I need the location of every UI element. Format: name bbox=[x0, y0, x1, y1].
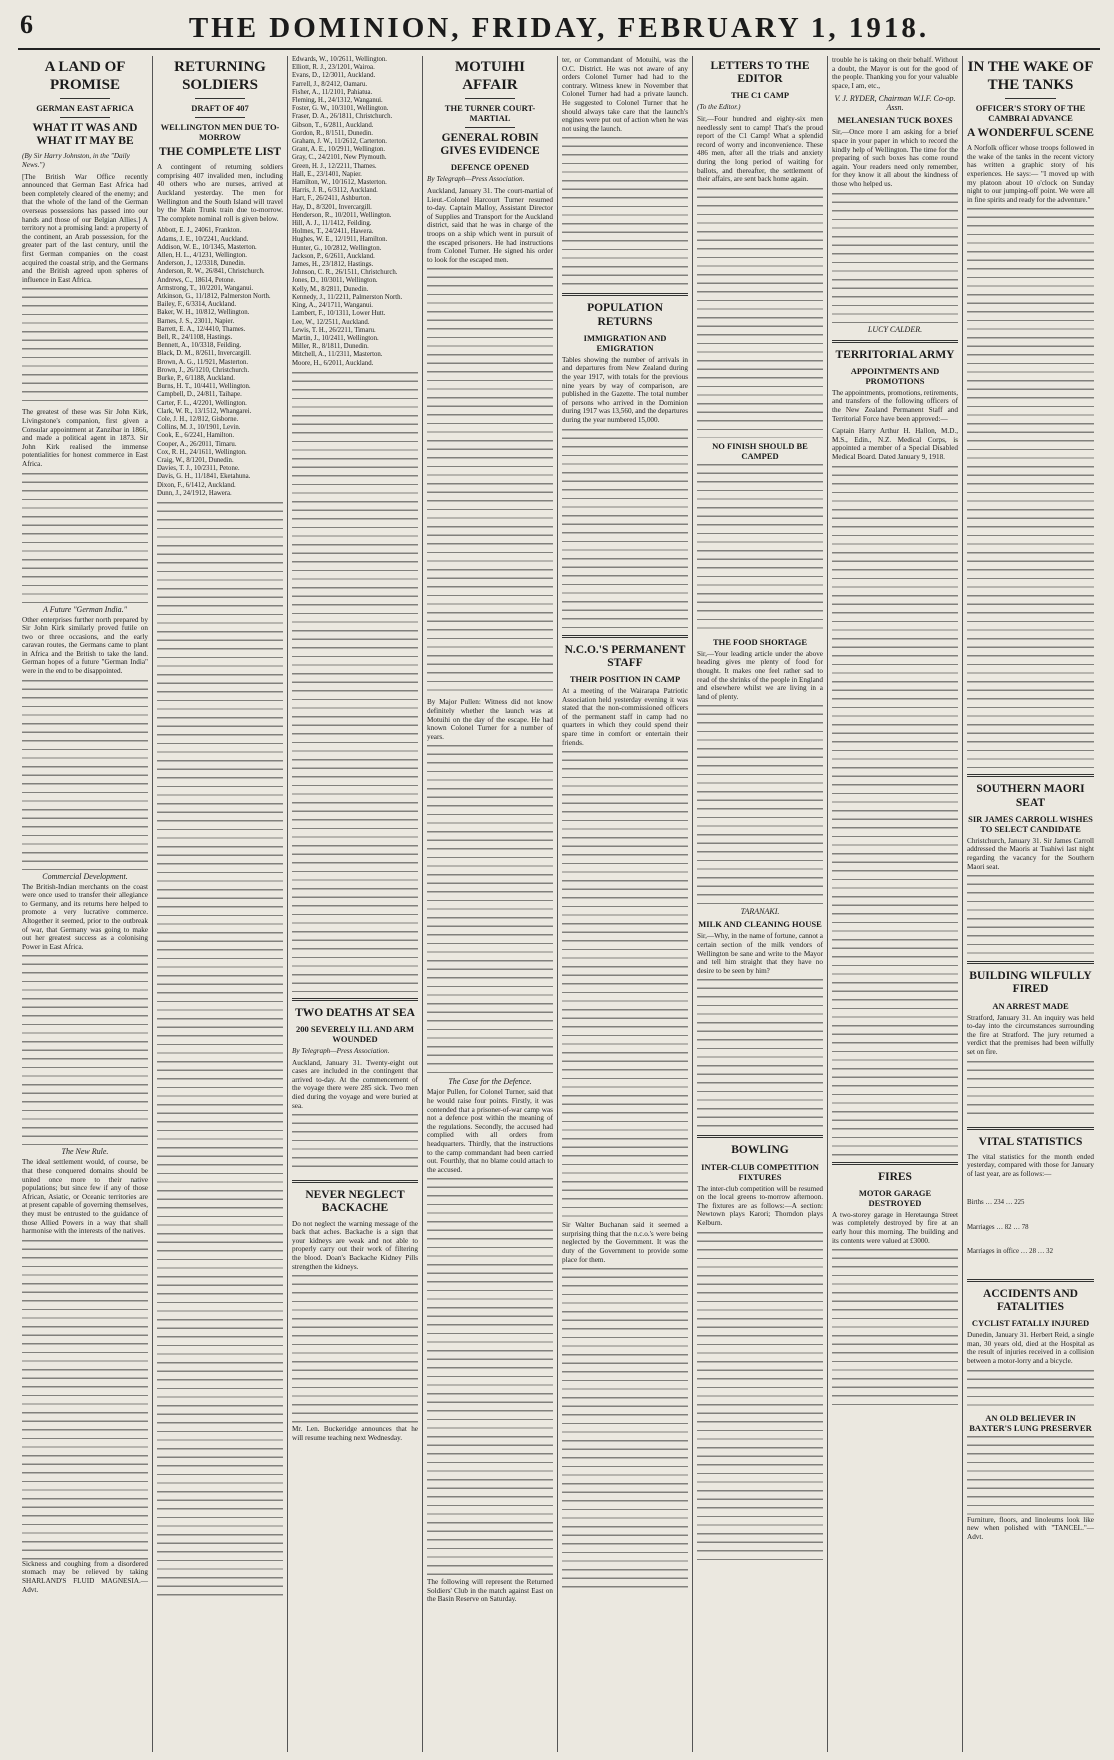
column-4 bbox=[423, 56, 558, 1752]
article-text: Do not neglect the warning message of the back that aches. Backache is a sign that your kidneys are weak and not able to properly carry out their work of filtering the blood. Doan's Backache Kidney Pills strengthen the kidneys. bbox=[292, 1219, 420, 1271]
article-text: A two-storey garage in Heretaunga Street was completely destroyed by fire at an early hour this morning. The building and its contents were valued at £3000. bbox=[832, 1210, 960, 1245]
article-text: The vital statistics for the month ended yesterday, compared with those for January of last year, are as follows:— bbox=[967, 1152, 1096, 1178]
article-subheading: IMMIGRATION AND EMIGRATION bbox=[583, 332, 667, 353]
article-subheading: THEIR POSITION IN CAMP bbox=[569, 673, 681, 684]
letter-text: Sir,—Once more I am asking for a brief space in your paper in which to record the kindly help of Wellington. The time for the preparing of such boxes has come round again. Your readers need only remember, for they know it all about the kindness of those who helped us. bbox=[832, 128, 960, 188]
article-text: The appointments, promotions, retirements, and transfers of the following officers of the New Zealand Permanent Staff and Territorial Force have been approved:— bbox=[832, 388, 960, 423]
article-subheading: THE TURNER COURT-MARTIAL bbox=[444, 103, 536, 123]
article-text: By Major Pullen: Witness did not know definitely whether the launch was at Motuihi on the day of the escape. He had known Colonel Turner for a number of years. bbox=[427, 698, 555, 741]
article-headline: TERRITORIAL ARMY bbox=[835, 348, 955, 361]
text-block bbox=[22, 955, 148, 1145]
column-8 bbox=[963, 56, 1098, 1752]
text-block bbox=[697, 464, 823, 634]
divider bbox=[60, 98, 110, 99]
text-block bbox=[832, 193, 958, 323]
text-block bbox=[967, 1436, 1094, 1516]
text-block bbox=[562, 1268, 688, 1588]
letter-signature: V. J. RYDER, Chairman W.I.F. Co-op. Assn. bbox=[834, 94, 956, 113]
divider bbox=[697, 1135, 823, 1138]
article-text: At a meeting of the Wairarapa Patriotic Association held yesterday evening it was stated that the non-commissioned officers of the permanent staff in camp had no quarters in which they could spend their spare time in comfort or entertain their friends. bbox=[562, 686, 690, 747]
text-block bbox=[22, 680, 148, 870]
article-headline: THE COMPLETE LIST bbox=[158, 146, 282, 158]
divider bbox=[60, 117, 110, 118]
text-block bbox=[292, 1275, 418, 1425]
divider bbox=[967, 774, 1094, 777]
article-subheading: MILK AND CLEANING HOUSE bbox=[698, 919, 822, 930]
divider bbox=[292, 998, 418, 1001]
advertisement: Sickness and coughing from a disordered stomach may be relieved by taking SHARLAND'S FLUID MAGNESIA.—Advt. bbox=[22, 1559, 150, 1594]
article-headline: TWO DEATHS AT SEA bbox=[295, 1006, 415, 1019]
letter-text: Sir,—Why, in the name of fortune, cannot a certain section of the milk vendors of Wellington be sane and write to the Mayor and tell him straight that they have no desire to be seen by him? bbox=[697, 932, 825, 975]
article-subheading: INTER-CLUB COMPETITION FIXTURES bbox=[701, 1161, 819, 1182]
article-subheading: NO FINISH SHOULD BE CAMPED bbox=[712, 440, 808, 461]
article-headline: ACCIDENTS AND FATALITIES bbox=[983, 1287, 1078, 1314]
section-heading: The New Rule. bbox=[61, 1147, 109, 1157]
soldier-list: Edwards, W., 10/2611, Wellington. Elliott, R. J., 23/1201, Wairoa. Evans, D., 12/3011, Auckland. Farrell, J., 8/2412, Oamaru. Fisher, A., 11/2101, Pahiatua. Fleming, H., 24/1312, Wanganui. Foster, G. W., 10/3101, Wellington. Fraser, D. A., 26/1811, Christchurch. Gibson, T., 6/2811, Auckland. Gordon, R., 8/1511, Dunedin. Graham, J. W., 11/2612, Carterton. Grant, A. E., 10/2911, Wellington. Gray, C., 24/2101, New Plymouth. Green, H. J., 12/2211, Thames. Hall, E., 23/1401, Napier. Hamilton, W., 10/1612, Masterton. Harris, J. R., 6/3112, Auckland. Hart, F., 26/2411, Ashburton. Hay, D., 8/3201, Invercargill. Henderson, R., 10/2011, Wellington. Hill, A. J., 11/1412, Feilding. Holmes, T., 24/2411, Hawera. Hughes, W. E., 12/1911, Hamilton. Hunter, G., 10/2812, Wellington. Jackson, P., 6/2611, Auckland. James, H., 23/1812, Hastings. Johnson, C. R., 26/1511, Christchurch. Jones, D., 10/3011, Wellington. Kelly, M., 8/2811, Dunedin. Kennedy, J., 11/2211, Palmerston North. King, A., 24/1711, Wanganui. Lambert, F., 10/1311, Lower Hutt. Lee, W., 12/2511, Auckland. Lewis, T. H., 26/2211, Timaru. Martin, J., 10/2411, Wellington. Miller, R., 8/1811, Dunedin. Mitchell, A., 11/2311, Masterton. Moore, H., 6/2011, Auckland. bbox=[292, 56, 403, 367]
text-block bbox=[697, 1232, 823, 1562]
text-block bbox=[22, 473, 148, 603]
article-text: The inter-club competition will be resumed on the local greens to-morrow afternoon. The fixtures are as follows:—A section: Newtown plays Karori; Thorndon plays Kelburn. bbox=[697, 1184, 825, 1227]
text-block bbox=[427, 745, 553, 1075]
article-subheading: DEFENCE OPENED bbox=[450, 162, 530, 173]
byline: (By Sir Harry Johnston, in the "Daily News.") bbox=[22, 152, 130, 170]
article-subheading: AN OLD BELIEVER IN BAXTER'S LUNG PRESERVER bbox=[969, 1412, 1092, 1433]
article-headline: WHAT IT WAS AND WHAT IT MAY BE bbox=[32, 122, 138, 148]
text-block bbox=[967, 875, 1094, 955]
text-block bbox=[967, 208, 1094, 768]
article-text: Other enterprises further north prepared by Sir John Kirk similarly proved futile on two or three occasions, and the early caravan routes, the Germans came to plant in Africa and the British to take the land. German hopes of a future "German India" were in the end to be disappointed. bbox=[22, 615, 150, 676]
article-headline: RETURNING SOLDIERS bbox=[174, 59, 266, 93]
text-block bbox=[427, 268, 553, 698]
article-text: A contingent of returning soldiers comprising 407 invalided men, including 40 others who are nurses, arrived at Auckland yesterday. The men for Wellington and the South Island will travel by the Main Trunk train due to-morrow. The complete nominal roll is given below. bbox=[157, 163, 285, 223]
article-text: Stratford, January 31. An inquiry was held to-day into the circumstances surrounding the fire at Stratford. The jury returned a verdict that the premises had been wilfully set on fire. bbox=[967, 1013, 1096, 1056]
article-text: Captain Harry Arthur H. Hallon, M.D., M.S., Edin., N.Z. Medical Corps, is appointed a member of a Special Disabled Medical Board. Dated January 9, 1918. bbox=[832, 427, 960, 461]
newspaper-title: THE DOMINION, FRIDAY, FEBRUARY 1, 1918. bbox=[188, 12, 930, 44]
columns bbox=[18, 56, 1100, 1752]
text-block bbox=[967, 1061, 1094, 1121]
article-text: Auckland, January 31. The court-martial of Lieut.-Colonel Harcourt Turner resumed to-day. Captain Malloy, Assistant Director of Supplies and Transport for the Auckland district, said that he was in charge of the troops on a ship which went in pursuit of the escaped prisoners. He had instructions from Colonel Turner. He signed his order to look for the escaped men. bbox=[427, 187, 555, 264]
article-text: Dunedin, January 31. Herbert Reid, a single man, 30 years old, died at the Hospital as the result of injuries received in a collision between a motor-lorry and a bicycle. bbox=[967, 1331, 1096, 1366]
article-headline: GENERAL ROBIN GIVES EVIDENCE bbox=[440, 132, 540, 158]
section-heading: Commercial Development. bbox=[42, 871, 128, 881]
soldier-list: Abbott, E. J., 24061, Frankton. Adams, J. E., 10/2241, Auckland. Addison, W. E., 10/1345, Masterton. Allen, H. L., 4/1231, Wellington. Anderson, J., 12/3318, Dunedin. Anderson, R. W., 26/841, Christchurch. Andrews, C., 18614, Petone. Armstrong, T., 10/2201, Wanganui. Atkinson, G., 11/1812, Palmerston North. Bailey, F., 6/3314, Auckland. Baker, W. H., 10/812, Wellington. Barnes, J. S., 23011, Napier. Barrett, E. A., 12/4410, Thames. Bell, R., 24/1108, Hastings. Bennett, A., 10/3318, Feilding. Black, D. M., 8/2611, Invercargill. Brown, A. G., 11/921, Masterton. Brown, J., 26/1210, Christchurch. Burke, P., 6/1188, Auckland. Burns, H. T., 10/4411, Wellington. Campbell, D., 24/811, Taihape. Carter, F. L., 4/2201, Wellington. Clark, W. R., 13/1512, Whangarei. Cole, J. H., 12/812, Gisborne. Collins, M. J., 10/1901, Levin. Cook, E., 6/2241, Hamilton. Cooper, A., 26/2011, Timaru. Cox, R. H., 24/1611, Wellington. Craig, W., 8/1201, Dunedin. Davies, T. J., 10/2311, Petone. Davis, G. H., 11/1841, Eketahuna. Dixon, F., 6/1412, Auckland. Dunn, J., 24/1912, Hawera. bbox=[157, 227, 271, 497]
text-block bbox=[697, 705, 823, 905]
article-subheading: APPOINTMENTS AND PROMOTIONS bbox=[850, 365, 940, 386]
column-7 bbox=[828, 56, 963, 1752]
article-headline: BUILDING WILFULLY FIRED bbox=[969, 970, 1092, 996]
divider bbox=[1005, 98, 1056, 99]
section-heading: The Case for the Defence. bbox=[448, 1077, 532, 1087]
divider bbox=[967, 961, 1094, 964]
article-subheading: 200 SEVERELY ILL AND ARM WOUNDED bbox=[296, 1023, 414, 1044]
section-heading: A Future "German India." bbox=[42, 604, 128, 614]
article-subheading: MOTOR GARAGE DESTROYED bbox=[858, 1187, 932, 1208]
column-1 bbox=[18, 56, 153, 1752]
article-text: [The British War Office recently announced that German East Africa had been completely cleared of the enemy; and that the whole of the land of the German overseas possessions has passed into our hands and those of our Belgian Allies.] A territory not a promising land: a property of the continent, an Arab possession, for the greater part of the last century, until the first German companies on the coast acquired the coastal strip, and the Germans and the British agreed upon spheres of influence in East Africa. bbox=[22, 172, 150, 284]
text-block bbox=[832, 1249, 958, 1409]
divider bbox=[465, 98, 515, 99]
article-headline: LETTERS TO THE EDITOR bbox=[710, 60, 810, 86]
byline: (To the Editor.) bbox=[697, 103, 741, 112]
article-headline: A WONDERFUL SCENE bbox=[967, 127, 1094, 139]
divider bbox=[195, 98, 245, 99]
divider bbox=[967, 1127, 1094, 1130]
letter-signature: TARANAKI. bbox=[740, 907, 780, 917]
article-subheading: CYCLIST FATALLY INJURED bbox=[971, 1318, 1090, 1329]
divider bbox=[292, 1180, 418, 1183]
letter-text: trouble he is taking on their behalf. Without a doubt, the Mayor is out for the good of the people. Thanking you for your valuable space, I am, etc., bbox=[832, 56, 960, 90]
article-text: A Norfolk officer whose troops followed in the wake of the tanks in the recent victory has written a graphic story of his experiences. He says:— "I moved up with my platoon about 10 o'clock on Sunday night to our jumping-off point. We were all in fine spirits and ready for the adventure." bbox=[967, 144, 1096, 204]
article-subheading: AN ARREST MADE bbox=[992, 1000, 1069, 1011]
article-headline: NEVER NEGLECT BACKACHE bbox=[305, 1189, 405, 1215]
article-headline: BOWLING bbox=[731, 1144, 789, 1157]
article-text: Tables showing the number of arrivals in and departures from New Zealand during the year 1917, with totals for the previous nine years by way of comparison, are published in the Gazette. The total number of persons who arrived in the Dominion during 1917 was 13,560, and the departures during the year numbered 15,000. bbox=[562, 355, 690, 424]
divider bbox=[562, 293, 688, 296]
text-block bbox=[427, 1178, 553, 1578]
article-subheading: MELANESIAN TUCK BOXES bbox=[837, 115, 953, 126]
article-headline: A LAND OF PROMISE bbox=[44, 59, 126, 93]
article-subheading: THE FOOD SHORTAGE bbox=[712, 636, 807, 647]
article-text: The following will represent the Returned Soldiers' Club in the match against East on the Basin Reserve on Saturday. bbox=[427, 1578, 555, 1604]
divider bbox=[832, 1162, 958, 1165]
text-block bbox=[562, 137, 688, 287]
article-text: Christchurch, January 31. Sir James Carroll addressed the Maoris at Tuahiwi last night regarding the vacancy for the Southern Maori seat. bbox=[967, 836, 1096, 871]
article-text: The greatest of these was Sir John Kirk, Livingstone's companion, first given a Consular appointment at Zanzibar in 1866, and made a political agent in 1873. Sir John Kirk realised the immense potentialities for honest commerce in East Africa. bbox=[22, 408, 150, 468]
stats-table bbox=[967, 1183, 1094, 1273]
article-text: ter, or Commandant of Motuihi, was the O.C. District. He was not aware of any orders Colonel Turner had had to the contrary. Witness knew in November that Colonel Turner had had a private launch. He suggested to Colonel Turner that he should always take care that the launch's engines were put out of action when he was not using the launch. bbox=[562, 56, 690, 133]
article-headline: N.C.O.'S PERMANENT STAFF bbox=[564, 643, 686, 669]
text-block bbox=[967, 1370, 1094, 1410]
column-3 bbox=[288, 56, 423, 1752]
text-block bbox=[292, 372, 418, 992]
article-subheading: WELLINGTON MEN DUE TO-MORROW bbox=[160, 122, 280, 142]
article-headline: FIRES bbox=[878, 1170, 912, 1183]
divider bbox=[195, 117, 245, 118]
article-text: Sir Walter Buchanan said it seemed a surprising thing that the n.c.o.'s were being neglected by the Government. It was the duty of the Government to provide some place for them. bbox=[562, 1221, 690, 1264]
text-block bbox=[157, 502, 283, 1602]
advertisement: Furniture, floors, and linoleums look like new when polished with "TANCEL."—Advt. bbox=[967, 1515, 1096, 1541]
article-text: The British-Indian merchants on the coast were once used to transfer their allegiance to Germany, and its returns here helped to promote a very lucrative commerce. Altogether it seemed, prior to the outbreak of war, that Germany was going to make out her greatest success as a colonising Power in East Africa. bbox=[22, 882, 150, 951]
article-headline: POPULATION RETURNS bbox=[587, 302, 663, 328]
text-block bbox=[832, 466, 958, 1156]
letter-text: Sir,—Four hundred and eighty-six men needlessly sent to camp! That's the proud report of the C1 Camp! What a splendid record of worry and inconvenience. These 486 men, after all the trials and anxiety during the long period of waiting for ballots, and thereafter, the settlement of their affairs, are sent back home again. bbox=[697, 115, 825, 184]
text-block bbox=[22, 1240, 148, 1560]
stats-row: Marriages … 82 … 78 bbox=[967, 1223, 1029, 1231]
divider bbox=[832, 340, 958, 343]
article-headline: MOTUIHI AFFAIR bbox=[454, 59, 525, 93]
article-subheading: GERMAN EAST AFRICA bbox=[36, 103, 134, 113]
column-5 bbox=[558, 56, 693, 1752]
article-text: Major Pullen, for Colonel Turner, said that he would raise four points. Firstly, it was contended that a prisoner-of-war camp was not a defence post within the meaning of the regulations. Secondly, the accused had complied with all orders from headquarters. Thirdly, that the instructions to the camp commandant had been carried out. Fourthly, that no blame could attach to the accused. bbox=[427, 1088, 555, 1174]
text-block bbox=[292, 1114, 418, 1174]
text-block bbox=[22, 288, 148, 408]
divider bbox=[967, 1279, 1094, 1282]
page-number: 6 bbox=[20, 10, 33, 39]
byline: By Telegraph—Press Association. bbox=[292, 1046, 390, 1055]
article-text: Auckland, January 31. Twenty-eight out cases are included in the contingent that arrived to-day. At the commencement of the voyage there were 285 sick. Two men died during the voyage and were buried at sea. bbox=[292, 1058, 420, 1110]
text-block bbox=[697, 188, 823, 438]
letter-signature: LUCY CALDER. bbox=[867, 324, 923, 334]
text-block bbox=[562, 751, 688, 1221]
letter-text: Sir,—Your leading article under the above heading gives me plenty of food for thought. It makes one feel rather sad to read of the shrinks of the people in England and elsewhere whilst we are living in a land of plenty. bbox=[697, 649, 825, 701]
masthead bbox=[18, 6, 1100, 50]
stats-row: Marriages in office … 28 … 32 bbox=[967, 1248, 1053, 1256]
text-block bbox=[562, 429, 688, 629]
article-subheading: DRAFT OF 407 bbox=[191, 103, 249, 113]
article-headline: SOUTHERN MAORI SEAT bbox=[976, 783, 1085, 809]
article-subheading: THE C1 CAMP bbox=[730, 90, 790, 101]
article-headline: IN THE WAKE OF THE TANKS bbox=[967, 59, 1094, 93]
divider bbox=[465, 127, 515, 128]
text-block bbox=[697, 979, 823, 1129]
stats-row: Births … 234 … 225 bbox=[967, 1199, 1025, 1206]
column-2 bbox=[153, 56, 288, 1752]
byline: By Telegraph—Press Association. bbox=[427, 175, 525, 184]
article-subheading: OFFICER'S STORY OF THE CAMBRAI ADVANCE bbox=[975, 103, 1086, 123]
divider bbox=[562, 635, 688, 638]
advertisement: Mr. Len. Buckeridge announces that he will resume teaching next Wednesday. bbox=[292, 1425, 420, 1442]
article-subheading: SIR JAMES CARROLL WISHES TO SELECT CANDIDATE bbox=[968, 813, 1093, 834]
article-text: The ideal settlement would, of course, be that these conquered domains should be united once more to their native populations; but since few if any of those African, Asiatic, or Oceanic territories are at present capable of governing themselves, they must be entrusted to the guidance of those Allied Powers in a way that shall harmonise with the interests of the natives. bbox=[22, 1158, 150, 1236]
article-headline: VITAL STATISTICS bbox=[978, 1135, 1083, 1148]
column-6 bbox=[693, 56, 828, 1752]
